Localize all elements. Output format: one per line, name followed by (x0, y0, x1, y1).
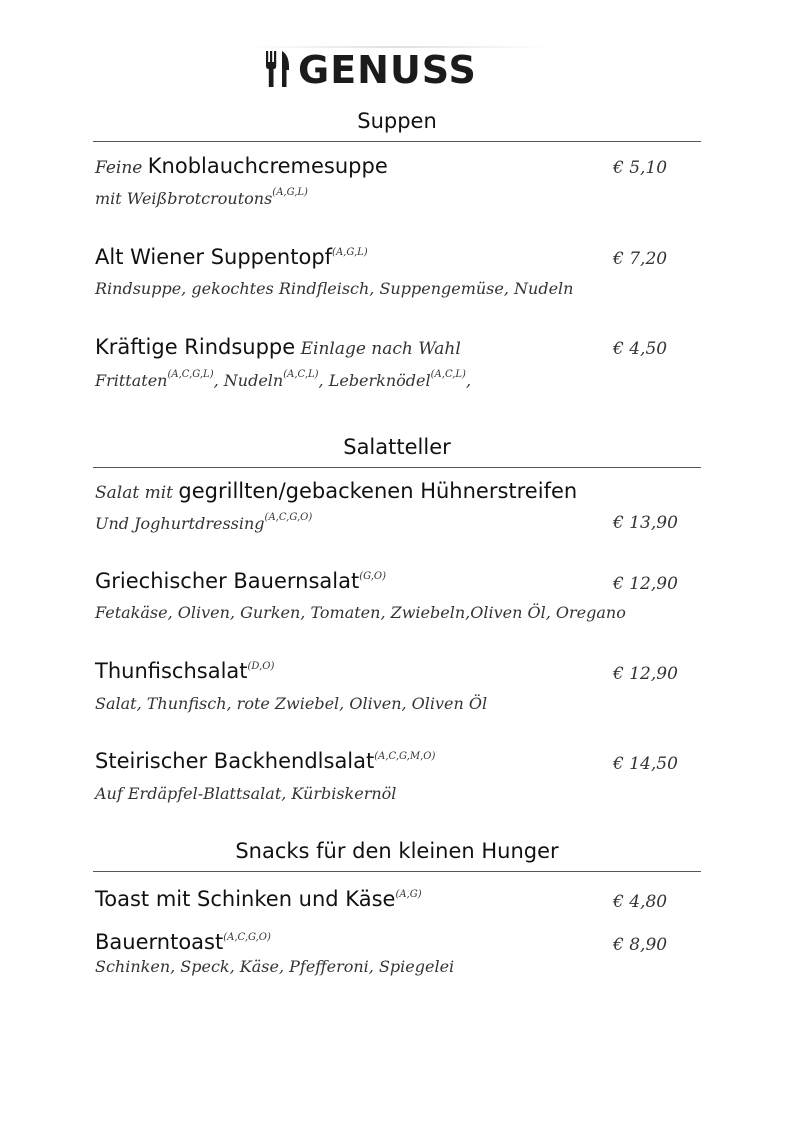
item-name: Toast mit Schinken und Käse (95, 887, 396, 911)
logo-brand: GENUSS (298, 48, 477, 92)
item-price: € 7,20 (613, 249, 668, 269)
item-name: Alt Wiener Suppentopf (95, 245, 333, 269)
item-price: € 4,50 (613, 339, 668, 359)
item-description: Auf Erdäpfel-Blattsalat, Kürbiskernöl (95, 784, 397, 803)
item-price: € 8,90 (613, 935, 668, 955)
item-allergens: (G,O) (359, 571, 387, 582)
item-allergens: (A,C,L) (430, 369, 466, 380)
item-price: € 14,50 (613, 754, 678, 774)
section-divider (93, 141, 701, 142)
item-prefix: Feine (95, 158, 148, 178)
item-suffix: Einlage nach Wahl (295, 339, 461, 359)
item-name: Griechischer Bauernsalat (95, 569, 360, 593)
item-allergens: (A,C,G,M,O) (374, 751, 436, 762)
section-title-snacks: Snacks für den kleinen Hunger (235, 839, 559, 863)
item-allergens: (A,G,L) (272, 187, 308, 198)
item-name: Knoblauchcremesuppe (147, 154, 388, 178)
item-name: Steirischer Backhendlsalat (95, 749, 375, 773)
item-description: Salat, Thunfisch, rote Zwiebel, Oliven, Oliven Öl (95, 694, 488, 713)
item-allergens: (A,C,L) (283, 369, 319, 380)
logo (246, 46, 550, 92)
item-description: Fetakäse, Oliven, Gurken, Tomaten, Zwiebeln,Oliven Öl, Oregano (95, 603, 626, 622)
section-title-salatteller: Salatteller (343, 435, 451, 459)
item-allergens: (A,C,G,O) (223, 932, 271, 943)
item-name: Bauerntoast (95, 930, 224, 954)
item-name: Thunfischsalat (95, 659, 248, 683)
item-allergens: (A,C,G,L) (167, 369, 214, 380)
desc-part: Frittaten (95, 371, 168, 390)
item-name: Kräftige Rindsuppe (95, 335, 296, 359)
item-allergens: (A,G) (395, 889, 422, 900)
item-description: mit Weißbrotcroutons (95, 189, 273, 208)
section-divider (93, 467, 701, 468)
item-price: € 12,90 (613, 574, 678, 594)
item-price: € 4,80 (613, 892, 668, 912)
item-description: Und Joghurtdressing (95, 514, 265, 533)
item-description (95, 369, 471, 390)
item-description: Schinken, Speck, Käse, Pfefferoni, Spiegelei (95, 957, 455, 976)
item-allergens: (D,O) (247, 661, 275, 672)
desc-part: , Leberknödel (318, 371, 431, 390)
item-allergens: (A,C,G,O) (264, 512, 313, 523)
desc-part: , Nudeln (213, 371, 284, 390)
item-price: € 5,10 (613, 158, 668, 178)
item-price: € 13,90 (613, 513, 678, 533)
item-prefix: Salat mit (95, 483, 179, 503)
section-title-suppen: Suppen (357, 109, 437, 133)
section-divider (93, 871, 701, 872)
fork-knife-icon (264, 51, 292, 87)
item-price: € 12,90 (613, 664, 678, 684)
item-name: gegrillten/gebackenen Hühnerstreifen (178, 479, 578, 503)
item-description: Rindsuppe, gekochtes Rindfleisch, Suppengemüse, Nudeln (95, 279, 574, 298)
item-allergens: (A,G,L) (332, 247, 368, 258)
desc-part: , (465, 371, 472, 390)
